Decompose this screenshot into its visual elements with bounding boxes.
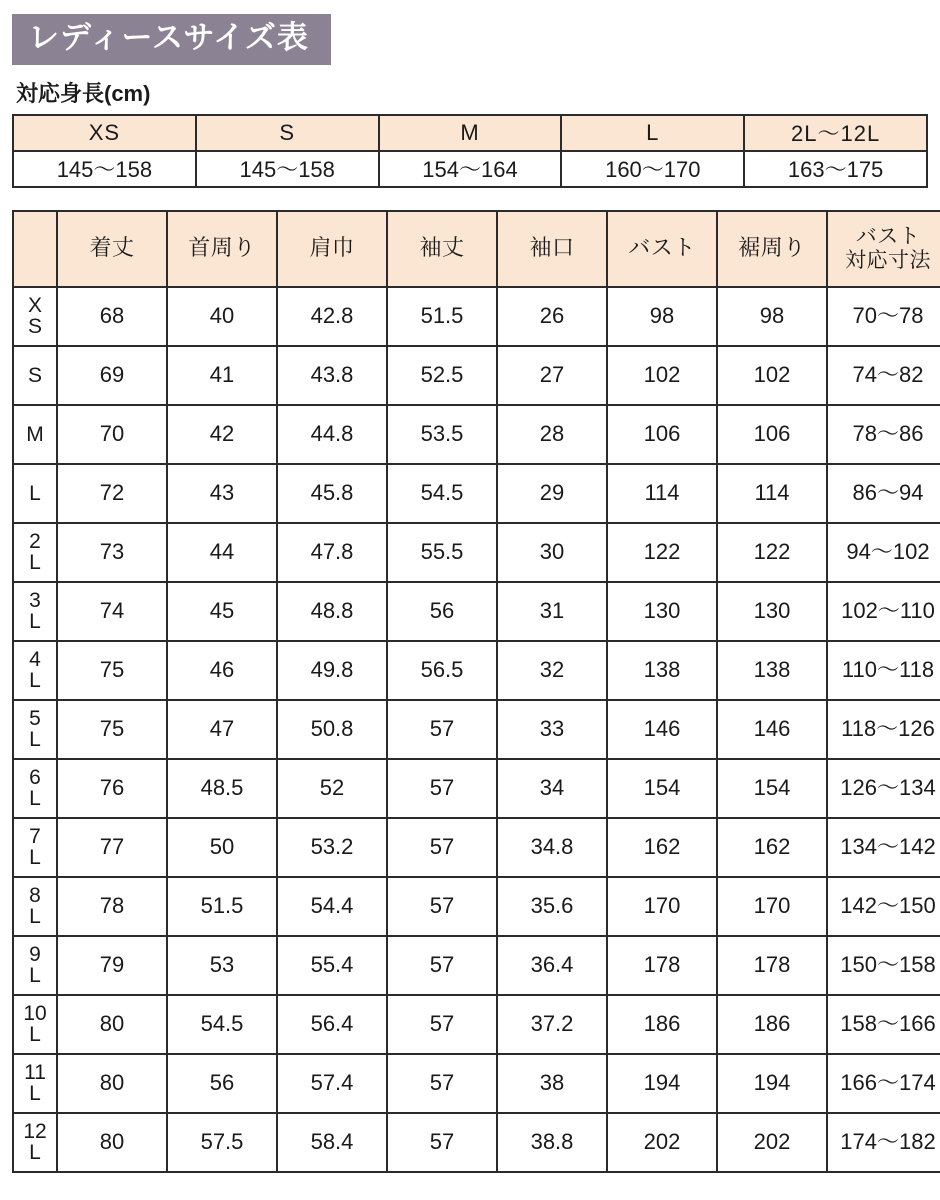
table-cell: 75 (57, 641, 167, 700)
table-cell: 110〜118 (827, 641, 940, 700)
table-cell: 57 (387, 936, 497, 995)
row-header-line1: 4 (29, 647, 41, 671)
row-header-size (13, 995, 57, 1054)
table-cell: 53.2 (277, 818, 387, 877)
table-cell: 154 (717, 759, 827, 818)
table-cell: 69 (57, 346, 167, 405)
table-cell: 34 (497, 759, 607, 818)
table-cell: 31 (497, 582, 607, 641)
table-cell: 44.8 (277, 405, 387, 464)
row-header-size (13, 759, 57, 818)
row-header-line1: 10 (23, 1001, 47, 1025)
table-cell: 47 (167, 700, 277, 759)
measurement-body (13, 287, 940, 1172)
table-row (13, 464, 940, 523)
table-cell: 134〜142 (827, 818, 940, 877)
table-cell: 51.5 (387, 287, 497, 346)
row-header-line2: L (29, 787, 41, 811)
table-cell: 32 (497, 641, 607, 700)
row-header-line1: 5 (29, 706, 41, 730)
row-header-line1: 3 (29, 588, 41, 612)
table-cell: 102 (717, 346, 827, 405)
table-row (13, 936, 940, 995)
table-cell: 170 (717, 877, 827, 936)
table-cell: 57 (387, 759, 497, 818)
table-cell: 47.8 (277, 523, 387, 582)
table-cell: 106 (717, 405, 827, 464)
table-cell: 48.8 (277, 582, 387, 641)
table-cell: 54.4 (277, 877, 387, 936)
table-cell: 94〜102 (827, 523, 940, 582)
table-cell: 86〜94 (827, 464, 940, 523)
table-row (13, 1113, 940, 1172)
row-header-size (13, 1113, 57, 1172)
row-header-line2: S (27, 315, 42, 339)
table-cell: 178 (717, 936, 827, 995)
table-cell: 56 (167, 1054, 277, 1113)
row-header-line2: L (29, 905, 41, 929)
table-cell: 74 (57, 582, 167, 641)
table-cell: 57 (387, 877, 497, 936)
table-row (13, 877, 940, 936)
table-cell: 114 (607, 464, 717, 523)
table-cell: 77 (57, 818, 167, 877)
table-cell: 186 (607, 995, 717, 1054)
table-cell: 40 (167, 287, 277, 346)
table-cell: 194 (607, 1054, 717, 1113)
table-cell: 57.4 (277, 1054, 387, 1113)
row-header-size: M (13, 405, 57, 464)
table-cell: 36.4 (497, 936, 607, 995)
table-cell: 80 (57, 1054, 167, 1113)
height-table (12, 114, 928, 188)
row-header-line2: L (29, 728, 41, 752)
table-cell: 74〜82 (827, 346, 940, 405)
table-cell: 48.5 (167, 759, 277, 818)
row-header-line1: X (27, 293, 42, 317)
row-header-size (13, 582, 57, 641)
height-size-cell: L (561, 115, 744, 151)
table-row (13, 641, 940, 700)
table-cell: 41 (167, 346, 277, 405)
row-header-line1: 9 (29, 942, 41, 966)
row-header-size (13, 287, 57, 346)
table-row (13, 582, 940, 641)
table-cell: 56 (387, 582, 497, 641)
table-cell: 58.4 (277, 1113, 387, 1172)
row-header-size (13, 1054, 57, 1113)
height-table-header-row (13, 115, 927, 151)
row-header-line2: L (29, 1082, 41, 1106)
table-row (13, 818, 940, 877)
row-header-size (13, 818, 57, 877)
table-cell: 27 (497, 346, 607, 405)
row-header-line2: L (29, 669, 41, 693)
table-cell: 54.5 (387, 464, 497, 523)
table-cell: 80 (57, 995, 167, 1054)
table-cell: 146 (607, 700, 717, 759)
table-row (13, 700, 940, 759)
table-cell: 54.5 (167, 995, 277, 1054)
table-cell: 76 (57, 759, 167, 818)
table-cell: 186 (717, 995, 827, 1054)
row-header-size (13, 641, 57, 700)
table-cell: 80 (57, 1113, 167, 1172)
table-cell: 114 (717, 464, 827, 523)
column-header-bust-fit (827, 211, 940, 287)
table-cell: 34.8 (497, 818, 607, 877)
table-cell: 122 (607, 523, 717, 582)
table-cell: 46 (167, 641, 277, 700)
row-header-size: L (13, 464, 57, 523)
corner-cell (13, 211, 57, 287)
table-cell: 43 (167, 464, 277, 523)
table-cell: 78 (57, 877, 167, 936)
table-cell: 98 (717, 287, 827, 346)
table-cell: 38.8 (497, 1113, 607, 1172)
row-header-size (13, 523, 57, 582)
table-cell: 57 (387, 1113, 497, 1172)
measurement-section (12, 210, 936, 1173)
height-section-label: 対応身長(cm) (16, 80, 151, 106)
height-size-cell: S (196, 115, 379, 151)
height-size-cell: 2L〜12L (744, 115, 927, 151)
table-cell: 122 (717, 523, 827, 582)
table-cell: 162 (717, 818, 827, 877)
table-cell: 194 (717, 1054, 827, 1113)
table-cell: 57 (387, 818, 497, 877)
row-header-line2: L (29, 610, 41, 634)
column-header: 着丈 (57, 211, 167, 287)
table-cell: 178 (607, 936, 717, 995)
table-cell: 56.4 (277, 995, 387, 1054)
table-cell: 50 (167, 818, 277, 877)
table-cell: 170 (607, 877, 717, 936)
table-row (13, 1054, 940, 1113)
column-header: 裾周り (717, 211, 827, 287)
table-cell: 51.5 (167, 877, 277, 936)
measurement-header-row (13, 211, 940, 287)
table-cell: 28 (497, 405, 607, 464)
row-header-line2: L (29, 964, 41, 988)
row-header-line1: 6 (29, 765, 41, 789)
height-table-value-row (13, 151, 927, 187)
height-range-cell: 163〜175 (744, 151, 927, 187)
table-cell: 45.8 (277, 464, 387, 523)
table-row (13, 995, 940, 1054)
table-cell: 30 (497, 523, 607, 582)
table-cell: 33 (497, 700, 607, 759)
row-header-line2: L (29, 1023, 41, 1047)
table-cell: 79 (57, 936, 167, 995)
table-cell: 42.8 (277, 287, 387, 346)
height-size-cell: M (379, 115, 562, 151)
column-header-line2: 対応寸法 (845, 248, 931, 272)
table-cell: 68 (57, 287, 167, 346)
table-cell: 142〜150 (827, 877, 940, 936)
table-cell: 52 (277, 759, 387, 818)
table-cell: 166〜174 (827, 1054, 940, 1113)
row-header-line2: L (29, 551, 41, 575)
table-cell: 49.8 (277, 641, 387, 700)
row-header-size (13, 700, 57, 759)
row-header-line1: 2 (29, 529, 41, 553)
column-header: 袖口 (497, 211, 607, 287)
table-cell: 57 (387, 995, 497, 1054)
table-cell: 29 (497, 464, 607, 523)
height-range-cell: 160〜170 (561, 151, 744, 187)
height-range-cell: 154〜164 (379, 151, 562, 187)
column-header: 肩巾 (277, 211, 387, 287)
table-cell: 53.5 (387, 405, 497, 464)
table-cell: 73 (57, 523, 167, 582)
table-cell: 130 (607, 582, 717, 641)
height-range-cell: 145〜158 (13, 151, 196, 187)
table-cell: 75 (57, 700, 167, 759)
row-header-line2: L (29, 846, 41, 870)
table-cell: 130 (717, 582, 827, 641)
table-cell: 55.4 (277, 936, 387, 995)
table-cell: 52.5 (387, 346, 497, 405)
height-range-cell: 145〜158 (196, 151, 379, 187)
table-row (13, 287, 940, 346)
table-row (13, 759, 940, 818)
table-cell: 138 (607, 641, 717, 700)
table-cell: 202 (717, 1113, 827, 1172)
table-cell: 72 (57, 464, 167, 523)
table-cell: 162 (607, 818, 717, 877)
table-cell: 53 (167, 936, 277, 995)
table-cell: 35.6 (497, 877, 607, 936)
table-cell: 154 (607, 759, 717, 818)
table-cell: 42 (167, 405, 277, 464)
row-header-line1: 11 (24, 1060, 46, 1084)
table-cell: 38 (497, 1054, 607, 1113)
table-cell: 43.8 (277, 346, 387, 405)
table-cell: 158〜166 (827, 995, 940, 1054)
table-cell: 70 (57, 405, 167, 464)
row-header-line1: 8 (29, 883, 41, 907)
column-header: 首周り (167, 211, 277, 287)
table-cell: 78〜86 (827, 405, 940, 464)
row-header-line2: L (29, 1141, 41, 1165)
table-cell: 37.2 (497, 995, 607, 1054)
table-cell: 102〜110 (827, 582, 940, 641)
table-cell: 56.5 (387, 641, 497, 700)
table-cell: 44 (167, 523, 277, 582)
table-cell: 70〜78 (827, 287, 940, 346)
table-cell: 57 (387, 700, 497, 759)
table-cell: 202 (607, 1113, 717, 1172)
row-header-size (13, 936, 57, 995)
row-header-size: S (13, 346, 57, 405)
table-cell: 150〜158 (827, 936, 940, 995)
table-cell: 126〜134 (827, 759, 940, 818)
table-row (13, 346, 940, 405)
table-cell: 146 (717, 700, 827, 759)
row-header-size (13, 877, 57, 936)
table-cell: 57 (387, 1054, 497, 1113)
measurement-table (12, 210, 940, 1173)
table-row (13, 405, 940, 464)
table-row (13, 523, 940, 582)
column-header: バスト (607, 211, 717, 287)
table-cell: 50.8 (277, 700, 387, 759)
table-cell: 118〜126 (827, 700, 940, 759)
height-size-cell: XS (13, 115, 196, 151)
table-cell: 26 (497, 287, 607, 346)
table-cell: 45 (167, 582, 277, 641)
table-cell: 98 (607, 287, 717, 346)
row-header-line1: 7 (29, 824, 41, 848)
table-cell: 106 (607, 405, 717, 464)
page-title: レディースサイズ表 (12, 14, 331, 65)
table-cell: 174〜182 (827, 1113, 940, 1172)
table-cell: 55.5 (387, 523, 497, 582)
table-cell: 57.5 (167, 1113, 277, 1172)
table-cell: 102 (607, 346, 717, 405)
column-header-line1: バスト (855, 224, 921, 248)
table-cell: 138 (717, 641, 827, 700)
column-header: 袖丈 (387, 211, 497, 287)
row-header-line1: 12 (23, 1119, 47, 1143)
